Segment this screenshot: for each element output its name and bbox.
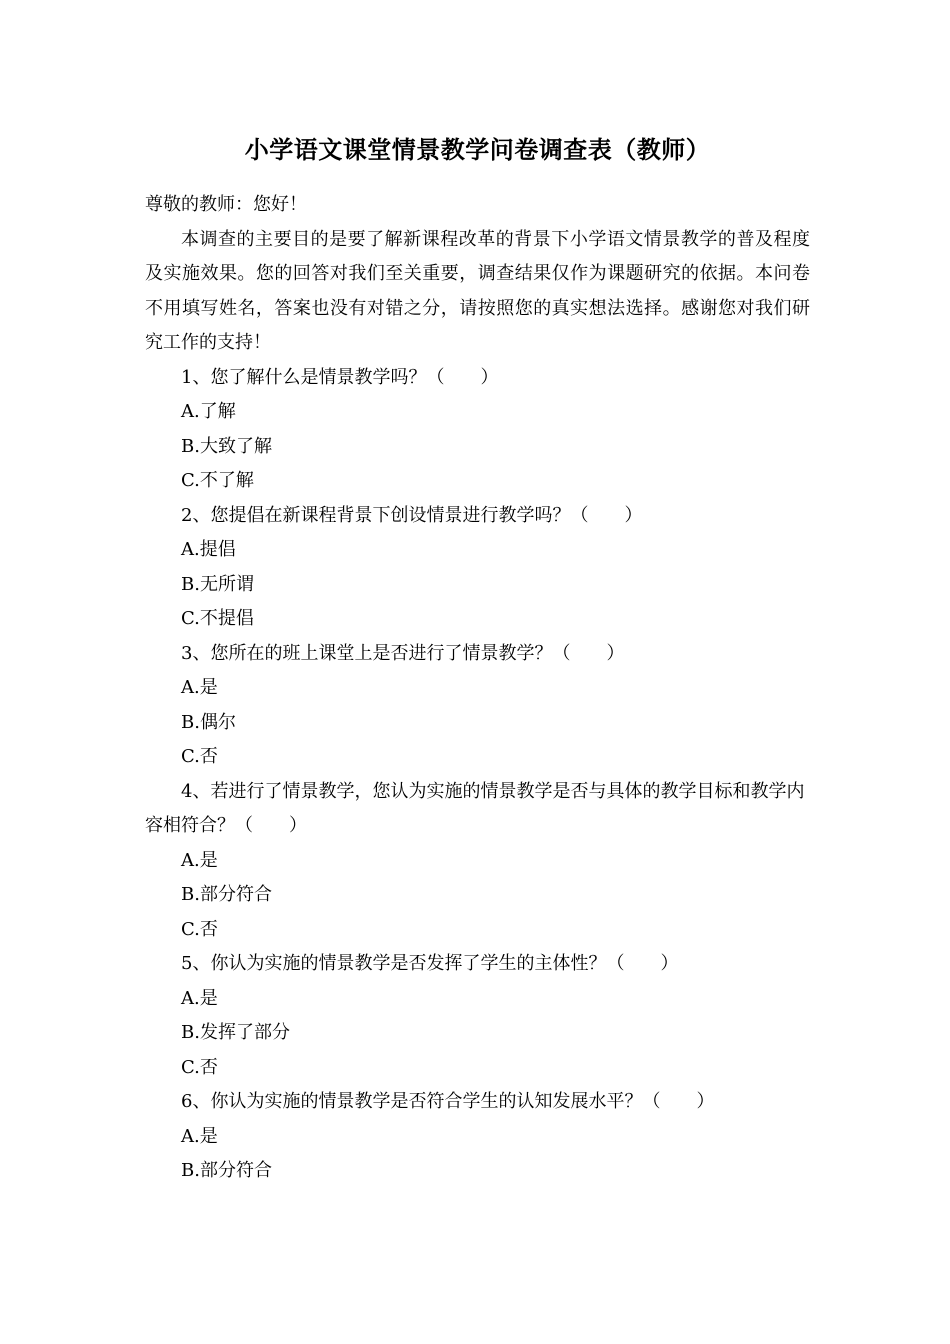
question-1 [145, 361, 810, 499]
question-3 [145, 637, 810, 775]
question-2 [145, 499, 810, 637]
questionnaire-page [145, 128, 810, 1189]
option-a: A.是 [181, 849, 218, 871]
greeting: 尊敬的教师：您好！ [145, 194, 307, 215]
question-text: 5、你认为实施的情景教学是否发挥了学生的主体性？（ ） [181, 953, 679, 974]
option-a: A.是 [181, 1125, 218, 1147]
option-c: C.不了解 [181, 470, 254, 491]
question-text: 4、若进行了情景教学，您认为实施的情景教学是否与具体的教学目标和教学内容相符合？（ ） [145, 780, 805, 836]
option-c: C.否 [181, 746, 218, 767]
option-b: B.大致了解 [181, 435, 272, 457]
question-5 [145, 947, 810, 1085]
question-text: 2、您提倡在新课程背景下创设情景进行教学吗？（ ） [181, 504, 643, 526]
option-c: C.不提倡 [181, 608, 254, 629]
question-text: 1、您了解什么是情景教学吗？（ ） [181, 366, 499, 388]
option-a: A.是 [181, 987, 218, 1009]
option-b: B.偶尔 [181, 711, 236, 733]
option-a: A.提倡 [181, 539, 236, 560]
option-a: A.了解 [181, 401, 236, 422]
intro-paragraph: 本调查的主要目的是要了解新课程改革的背景下小学语文情景教学的普及程度及实施效果。您的回答对我们至关重要，调查结果仅作为课题研究的依据。本问卷不用填写姓名，答案也没有对错之分，请按照您的真实想法选择。感谢您对我们研究工作的支持！ [145, 228, 810, 353]
question-6 [145, 1085, 810, 1189]
option-b: B.无所谓 [181, 573, 254, 595]
document-title: 小学语文课堂情景教学问卷调查表（教师） [244, 135, 711, 164]
option-b: B.部分符合 [181, 1160, 272, 1181]
option-c: C.否 [181, 918, 218, 940]
question-text: 6、你认为实施的情景教学是否符合学生的认知发展水平？（ ） [181, 1091, 715, 1112]
option-c: C.否 [181, 1056, 218, 1078]
question-text: 3、您所在的班上课堂上是否进行了情景教学？（ ） [181, 642, 625, 664]
option-a: A.是 [181, 677, 218, 698]
option-b: B.发挥了部分 [181, 1022, 290, 1043]
option-b: B.部分符合 [181, 884, 272, 905]
question-4 [145, 775, 810, 948]
